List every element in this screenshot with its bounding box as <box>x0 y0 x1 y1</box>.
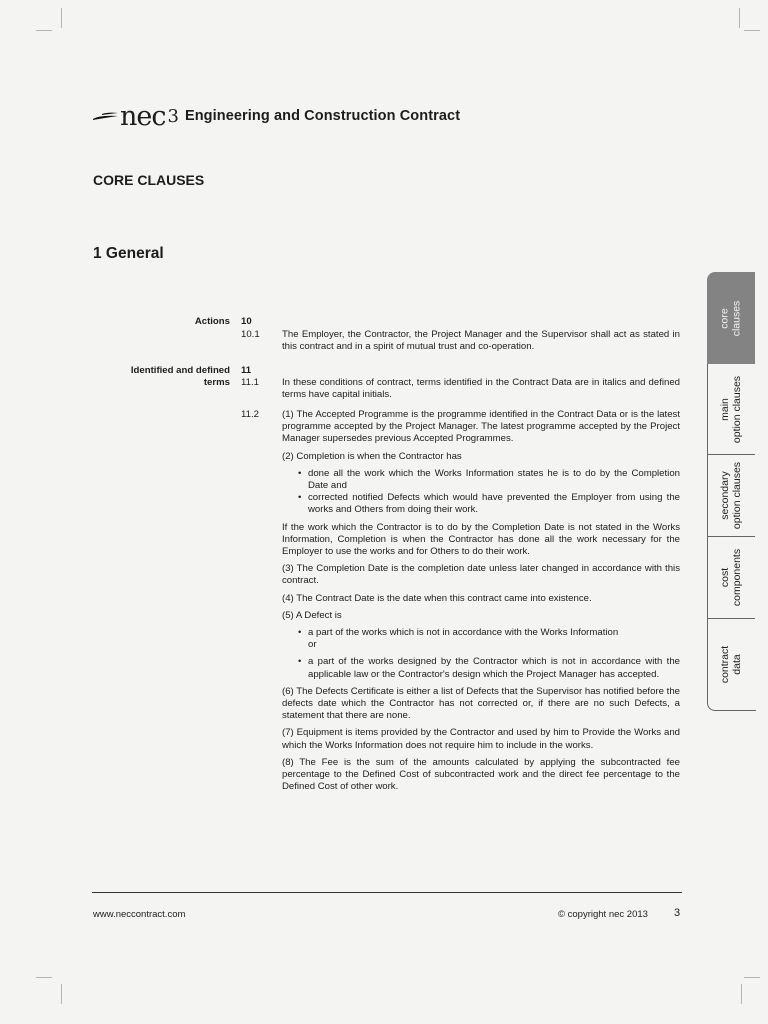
crop-mark <box>739 8 740 28</box>
section-tabs <box>707 272 757 712</box>
definition-2-list <box>282 468 680 517</box>
clause-10-1-number: 10.1 <box>241 329 260 340</box>
crop-mark <box>744 977 760 978</box>
tab-label: data <box>730 653 743 675</box>
tab-label: components <box>731 548 744 606</box>
crop-mark <box>61 8 62 28</box>
tab-secondary-option-clauses[interactable] <box>707 454 756 536</box>
definition-7: (7) Equipment is items provided by the Contractor and used by him to Provide the Works and which the Works Information does not require him to include in the works. <box>282 727 680 751</box>
document-header <box>92 98 460 134</box>
clause-11-label-line2: terms <box>203 377 230 388</box>
definition-2-continuation: If the work which the Contractor is to do by the Completion Date is not stated in the Works Information, Completion is when the Contractor has done all the work necessary for the Employer to use the works and for Others to do their work. <box>282 521 680 558</box>
crop-mark <box>36 30 52 31</box>
crop-mark <box>744 30 760 31</box>
clause-10-label: Actions <box>194 316 230 327</box>
clause-11-2-number: 11.2 <box>241 409 259 420</box>
tab-label: main <box>719 397 732 421</box>
nec-logo <box>92 100 185 132</box>
tab-label: option clauses <box>731 375 744 443</box>
list-item: • a part of the works which is not in accordance with the Works Information <box>308 627 680 639</box>
list-item: • a part of the works designed by the Contractor which is not in accordance with the applicable law or the Contractor's design which the Project Manager has accepted. <box>308 656 680 680</box>
clause-11-2-text <box>282 409 680 798</box>
definition-1: (1) The Accepted Programme is the programme identified in the Contract Data or is the latest programme accepted by the Project Manager. The latest programme accepted by the Project Manager supersedes previous Accepted Programmes. <box>282 409 680 445</box>
chapter-title: 1 General <box>93 245 164 262</box>
definition-3: (3) The Completion Date is the completion date unless later changed in accordance with this contract. <box>282 563 680 587</box>
tab-label: core <box>718 307 731 329</box>
crop-mark <box>61 984 62 1004</box>
tab-main-option-clauses[interactable] <box>707 364 756 454</box>
tab-label: secondary <box>719 470 732 520</box>
tab-label: option clauses <box>731 461 744 529</box>
definition-4: (4) The Contract Date is the date when this contract came into existence. <box>282 592 592 604</box>
clause-11-1-paragraph: In these conditions of contract, terms identified in the Contract Data are in italics and defined terms have capital initials. <box>282 377 680 401</box>
tab-contract-data[interactable] <box>707 618 756 711</box>
logo-text: nec <box>120 100 166 132</box>
logo-edition: 3 <box>167 105 179 127</box>
definition-5-or: or <box>308 639 317 651</box>
tab-label: clauses <box>729 300 742 336</box>
page-number: 3 <box>674 907 681 919</box>
footer-website[interactable]: www.neccontract.com <box>93 909 186 920</box>
tab-cost-components[interactable] <box>707 536 756 618</box>
clause-11-1-text <box>282 377 680 406</box>
tab-core-clauses[interactable] <box>707 272 755 364</box>
clause-10-1-text <box>282 329 680 358</box>
clause-10-number: 10 <box>241 316 252 327</box>
crop-mark <box>741 984 742 1004</box>
definition-6: (6) The Defects Certificate is either a list of Defects that the Supervisor has notified before the defects date which the Contractor has not corrected or, if there are no such Defects, a statement that there are none. <box>282 685 680 722</box>
clause-11-1-number: 11.1 <box>241 377 259 388</box>
clause-11-label-line1: Identified and defined <box>130 365 230 376</box>
footer-rule <box>92 892 682 893</box>
definition-5-list-2 <box>282 656 680 680</box>
list-item: • done all the work which the Works Information states he is to do by the Completion Date and <box>308 468 680 492</box>
list-item: • corrected notified Defects which would have prevented the Employer from using the works and Others from doing their work. <box>308 492 680 516</box>
definition-8: (8) The Fee is the sum of the amounts calculated by applying the subcontracted fee percentage to the Defined Cost of subcontracted work and the direct fee percentage to the Defined Cost of other work. <box>282 756 680 793</box>
tab-label: cost <box>719 567 732 587</box>
clause-11-number: 11 <box>241 365 252 376</box>
definition-5-list <box>282 627 680 639</box>
tab-label: contract <box>719 645 732 683</box>
crop-mark <box>36 977 52 978</box>
contract-title: Engineering and Construction Contract <box>184 108 461 124</box>
footer-copyright: © copyright nec 2013 <box>558 909 648 920</box>
definition-5-intro: (5) A Defect is <box>282 609 342 621</box>
section-title: CORE CLAUSES <box>93 172 205 188</box>
definition-2-intro: (2) Completion is when the Contractor has <box>282 450 462 462</box>
nec-swoosh-icon <box>92 109 120 123</box>
clause-10-1-paragraph: The Employer, the Contractor, the Project Manager and the Supervisor shall act as stated in this contract and in a spirit of mutual trust and co-operation. <box>282 329 680 353</box>
